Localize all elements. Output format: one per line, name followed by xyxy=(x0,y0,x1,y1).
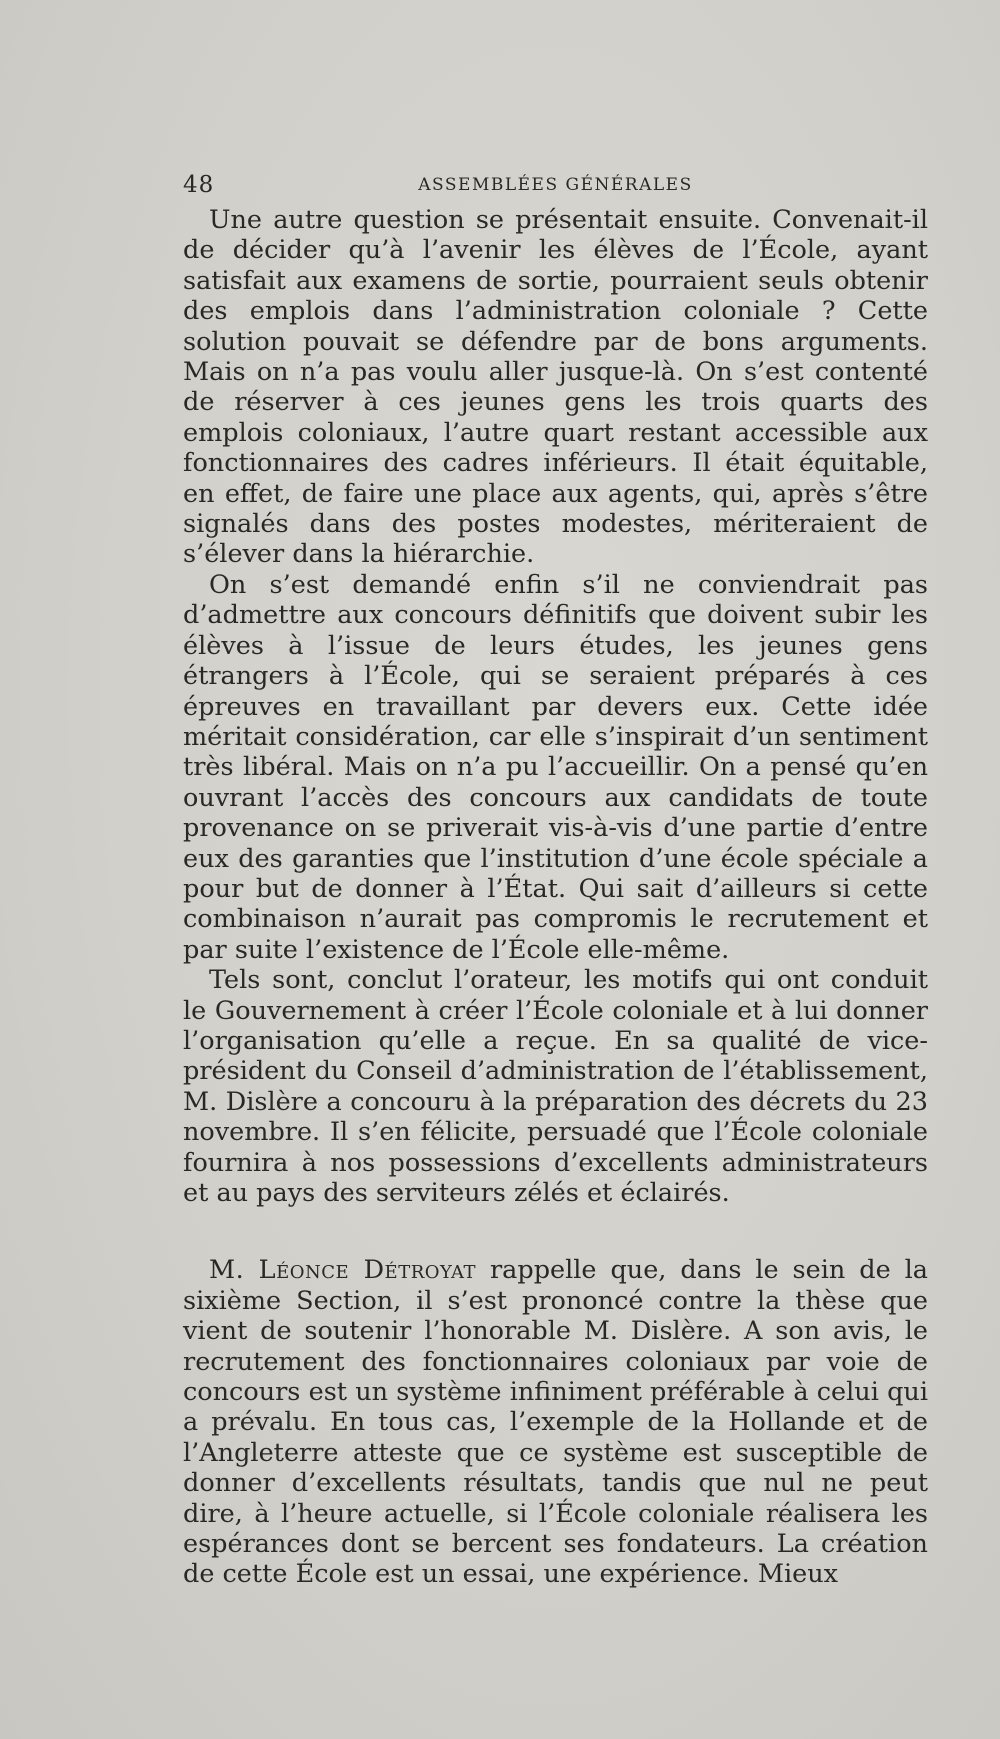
paragraph: Une autre question se présentait ensuite. Convenait-il de décider qu’à l’avenir les élèves de l’École, ayant satisfait aux examens de sortie, pourraient seuls obtenir des emplois dans l’administration coloniale ? Cette solution pouvait se défendre par de bons arguments. Mais on n’a pas voulu aller jusque-là. On s’est contenté de réserver à ces jeunes gens les trois quarts des emplois coloniaux, l’autre quart restant accessible aux fonctionnaires des cadres inférieurs. Il était équitable, en effet, de faire une place aux agents, qui, après s’être signalés dans des postes modestes, mériteraient de s’élever dans la hiérarchie. xyxy=(183,205,928,570)
paragraph: Tels sont, conclut l’orateur, les motifs qui ont conduit le Gouvernement à créer l’École coloniale et à lui donner l’organisation qu’elle a reçue. En sa qualité de vice-président du Conseil d’administration de l’établissement, M. Dislère a concouru à la préparation des décrets du 23 novembre. Il s’en félicite, persuadé que l’École coloniale fournira à nos possessions d’excellents administrateurs et au pays des serviteurs zélés et éclairés. xyxy=(183,965,928,1208)
body-text xyxy=(183,205,928,1590)
running-head: ASSEMBLÉES GÉNÉRALES xyxy=(418,175,693,195)
paragraph-gap xyxy=(183,1208,928,1255)
paragraph: On s’est demandé enfin s’il ne conviendrait pas d’admettre aux concours définitifs que doivent subir les élèves à l’issue de leurs études, les jeunes gens étrangers à l’École, qui se seraient préparés à ces épreuves en travaillant par devers eux. Cette idée méritait considération, car elle s’inspirait d’un sentiment très libéral. Mais on n’a pu l’accueillir. On a pensé qu’en ouvrant l’accès des concours aux candidats de toute provenance on se priverait vis-à-vis d’une partie d’entre eux des garanties que l’institution d’une école spéciale a pour but de donner à l’État. Qui sait d’ailleurs si cette combinaison n’aurait pas compromis le recrutement et par suite l’existence de l’École elle-même. xyxy=(183,569,928,965)
page-number: 48 xyxy=(183,172,215,198)
speaker-name: M. Léonce Détroyat xyxy=(209,1255,477,1286)
speaker-text: rappelle que, dans le sein de la sixième Section, il s’est prononcé contre la thèse que vient de soutenir l’honorable M. Dislère. A son avis, le recrutement des fonctionnaires coloniaux par voie de concours est un système infiniment préférable à celui qui a prévalu. En tous cas, l’exemple de la Hollande et de l’Angleterre atteste que ce système est susceptible de donner d’excellents résultats, tandis que nul ne peut dire, à l’heure actuelle, si l’École coloniale réalisera les espérances dont se bercent ses fondateurs. La création de cette École est un essai, une expérience. Mieux xyxy=(183,1255,928,1590)
speaker-paragraph xyxy=(183,1255,928,1589)
page-header xyxy=(183,172,928,202)
